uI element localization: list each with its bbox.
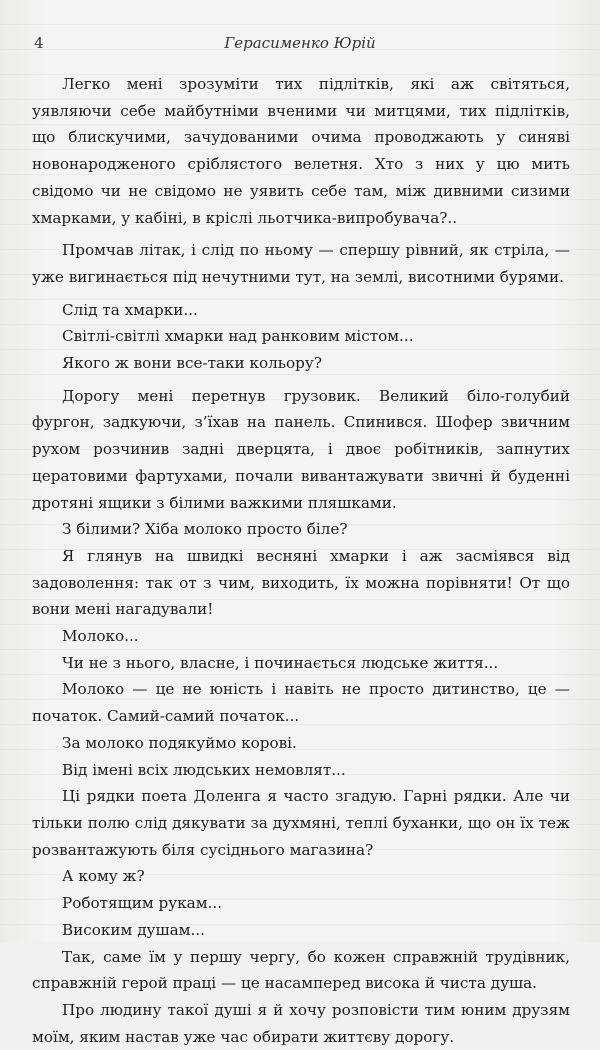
paragraph: Світлі-світлі хмарки над ранковим містом... xyxy=(62,327,414,346)
paragraph: Ці рядки поета Доленга я часто згадую. Гарні рядки. Але чи тільки полю слід дякувати за духмяні, теплі буханки, що он їх теж розвантажують біля сусіднього магазина? xyxy=(32,787,570,859)
paragraph: Якого ж вони все-таки кольору? xyxy=(62,354,322,373)
paragraph: Легко мені зрозуміти тих підлітків, які аж світяться, уявляючи себе майбутніми вченими чи митцями, тих підлітків, що блискучими, зачудованими очима проводжають у синяві новонародженого сріблястого велетня. Хто з них у цю мить свідомо чи не свідомо не уявить себе там, між дивними сизими хмарками, у кабіні, в кріслі льотчика-випробувача?.. xyxy=(32,75,570,227)
paragraph: Від імені всіх людських немовлят... xyxy=(62,760,346,779)
paragraph: А кому ж? xyxy=(62,867,145,886)
paragraph: Молоко... xyxy=(62,627,139,646)
running-head-author: Герасименко Юрій xyxy=(224,34,376,52)
page-number: 4 xyxy=(34,34,44,52)
body-text xyxy=(32,71,570,1050)
paragraph: Чи не з нього, власне, і починається людське життя... xyxy=(62,653,499,672)
paragraph: Дорогу мені перетнув грузовик. Великий біло-голубий фургон, задкуючи, з’їхав на панель. Спинився. Шофер звичним рухом розчинив задні дверцята, і двоє робітників, запнутих цератовими фартухами, почали вивантажувати звичні й буденні дротяні ящики з білими важкими пляшками. xyxy=(32,386,570,512)
paragraph: Молоко — це не юність і навіть не просто дитинство, це — початок. Самий-самий початок... xyxy=(32,680,570,726)
paragraph: За молоко подякуймо корові. xyxy=(62,733,297,752)
paragraph: Слід та хмарки... xyxy=(62,300,198,319)
paragraph: Промчав літак, і слід по ньому — спершу рівний, як стріла, — уже вигинається під нечутними тут, на землі, висотними бурями. xyxy=(32,241,570,286)
paragraph: Так, саме їм у першу чергу, бо кожен справжній трудівник, справжній герой праці — це насамперед висока й чиста душа. xyxy=(32,947,570,993)
paragraph: Про людину такої душі я й хочу розповісти тим юним друзям моїм, яким настав уже час обирати життєву дорогу. xyxy=(32,1000,570,1046)
page-header xyxy=(34,34,566,58)
paragraph: Високим душам... xyxy=(62,920,205,939)
paragraph: Я глянув на швидкі весняні хмарки і аж засміявся від задоволення: так от з чим, виходить, їх можна порівняти! От що вони мені нагадували! xyxy=(32,546,570,619)
paragraph: З білими? Хіба молоко просто біле? xyxy=(62,520,348,539)
paragraph: Роботящим рукам... xyxy=(62,894,223,913)
